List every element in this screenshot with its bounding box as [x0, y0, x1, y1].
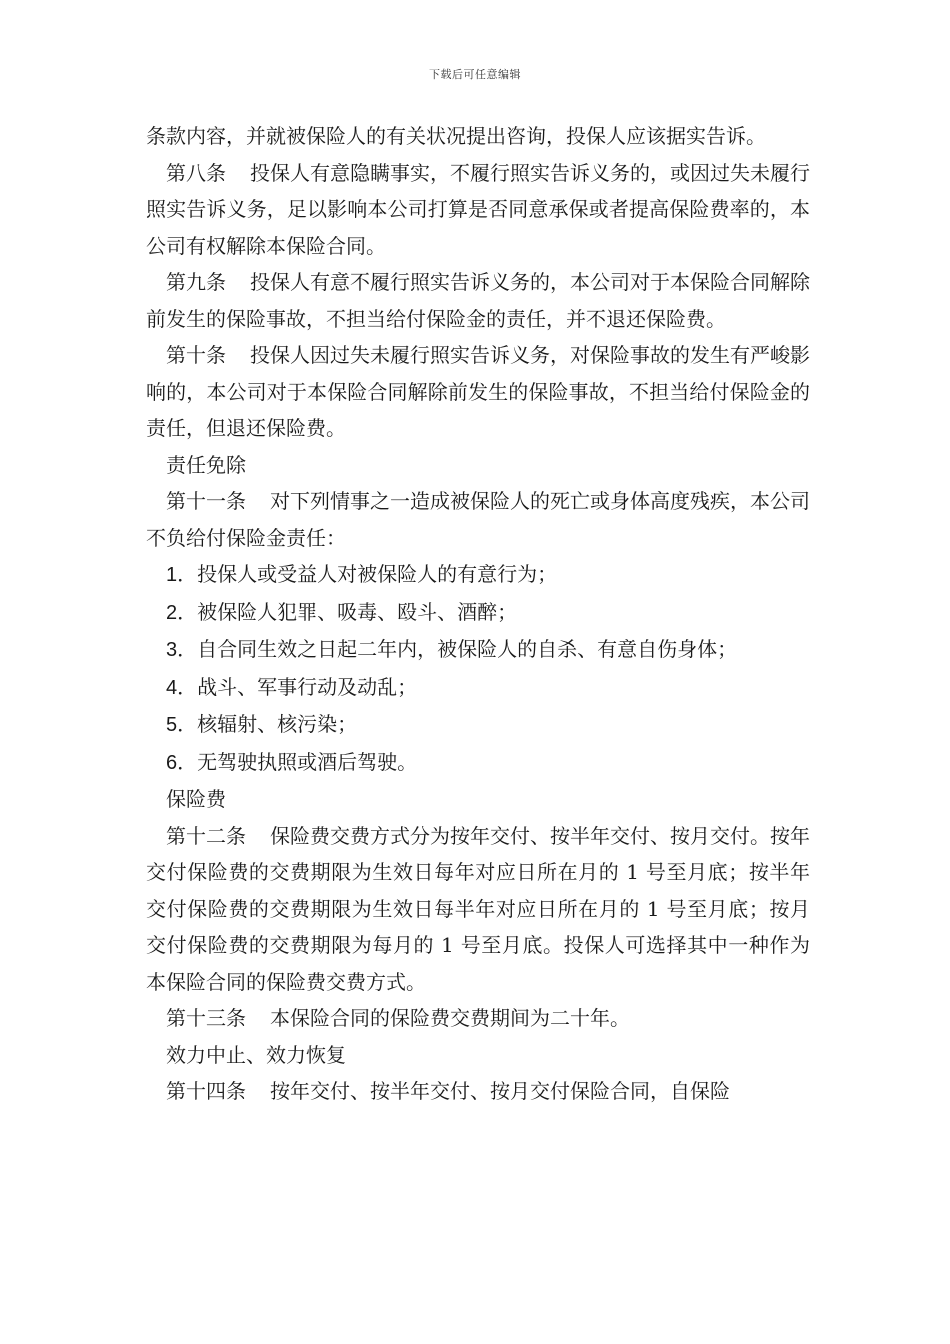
- list-item-number: 1．: [166, 564, 198, 586]
- page-header: 下载后可任意编辑: [429, 68, 521, 81]
- article-13: [146, 1000, 810, 1037]
- article-10-text: 投保人因过失未履行照实告诉义务，对保险事故的发生有严峻影响的，本公司对于本保险合同解除前发生的保险事故，不担当给付保险金的责任，但退还保险费。: [146, 343, 810, 440]
- article-9: [146, 264, 810, 337]
- article-14-text: 按年交付、按半年交付、按月交付保险合同，自保险: [270, 1079, 730, 1103]
- article-8-text: 投保人有意隐瞒事实，不履行照实告诉义务的，或因过失未履行照实告诉义务，足以影响本公司打算是否同意承保或者提高保险费率的，本公司有权解除本保险合同。: [146, 160, 810, 258]
- list-item-text: 战斗、军事行动及动乱；: [197, 674, 418, 699]
- list-item-text: 投保人或受益人对被保险人的有意行为；: [197, 562, 558, 586]
- list-item-number: 3．: [166, 639, 198, 661]
- list-item-number: 4．: [166, 676, 198, 699]
- list-item: [146, 706, 810, 744]
- list-item: [146, 744, 810, 782]
- list-item: [146, 669, 810, 707]
- section-heading-premium: 保险费: [166, 787, 226, 811]
- list-item: [146, 594, 810, 632]
- article-11-text: 对下列情事之一造成被保险人的死亡或身体高度残疾，本公司不负给付保险金责任：: [146, 489, 810, 550]
- list-item-number: 6．: [166, 751, 198, 774]
- list-item-number: 5．: [166, 714, 198, 736]
- article-10-label: 第十条: [166, 343, 226, 367]
- article-9-text: 投保人有意不履行照实告诉义务的，本公司对于本保险合同解除前发生的保险事故，不担当给付保险金的责任，并不退还保险费。: [146, 270, 810, 331]
- list-item: [146, 556, 810, 594]
- list-item-text: 无驾驶执照或酒后驾驶。: [197, 749, 418, 774]
- article-11-label: 第十一条: [166, 489, 246, 513]
- article-13-text: 本保险合同的保险费交费期间为二十年。: [270, 1006, 630, 1030]
- article-14: [146, 1073, 810, 1110]
- article-8: [146, 155, 810, 265]
- paragraph-continuation: 条款内容，并就被保险人的有关状况提出咨询，投保人应该据实告诉。: [146, 124, 766, 148]
- list-item-text: 核辐射、核污染；: [197, 712, 358, 736]
- article-12-label: 第十二条: [166, 823, 246, 848]
- section-heading-exemption: 责任免除: [166, 452, 246, 477]
- article-14-label: 第十四条: [166, 1079, 246, 1103]
- article-8-label: 第八条: [166, 160, 226, 185]
- list-item-number: 2．: [166, 601, 198, 624]
- article-12-text: 保险费交费方式分为按年交付、按半年交付、按月交付。按年交付保险费的交费期限为生效日每年对应日所在月的 1 号至月底；按半年交付保险费的交费期限为生效日每半年对应日所在月的 1 号至月底；按月交付保险费的交费期限为每月的 1 号至月底。投保人可选择其中一种作为本保险合同的保险费交费方式。: [146, 823, 810, 994]
- article-9-label: 第九条: [166, 270, 226, 294]
- article-10: [146, 337, 810, 447]
- list-item-text: 被保险人犯罪、吸毒、殴斗、酒醉；: [197, 599, 518, 624]
- list-item-text: 自合同生效之日起二年内，被保险人的自杀、有意自伤身体；: [197, 637, 738, 661]
- article-12: [146, 818, 810, 1001]
- article-13-label: 第十三条: [166, 1006, 246, 1030]
- section-heading-effect: 效力中止、效力恢复: [166, 1042, 346, 1067]
- article-11: [146, 483, 810, 556]
- list-item: [146, 631, 810, 669]
- document-body: [146, 118, 810, 1110]
